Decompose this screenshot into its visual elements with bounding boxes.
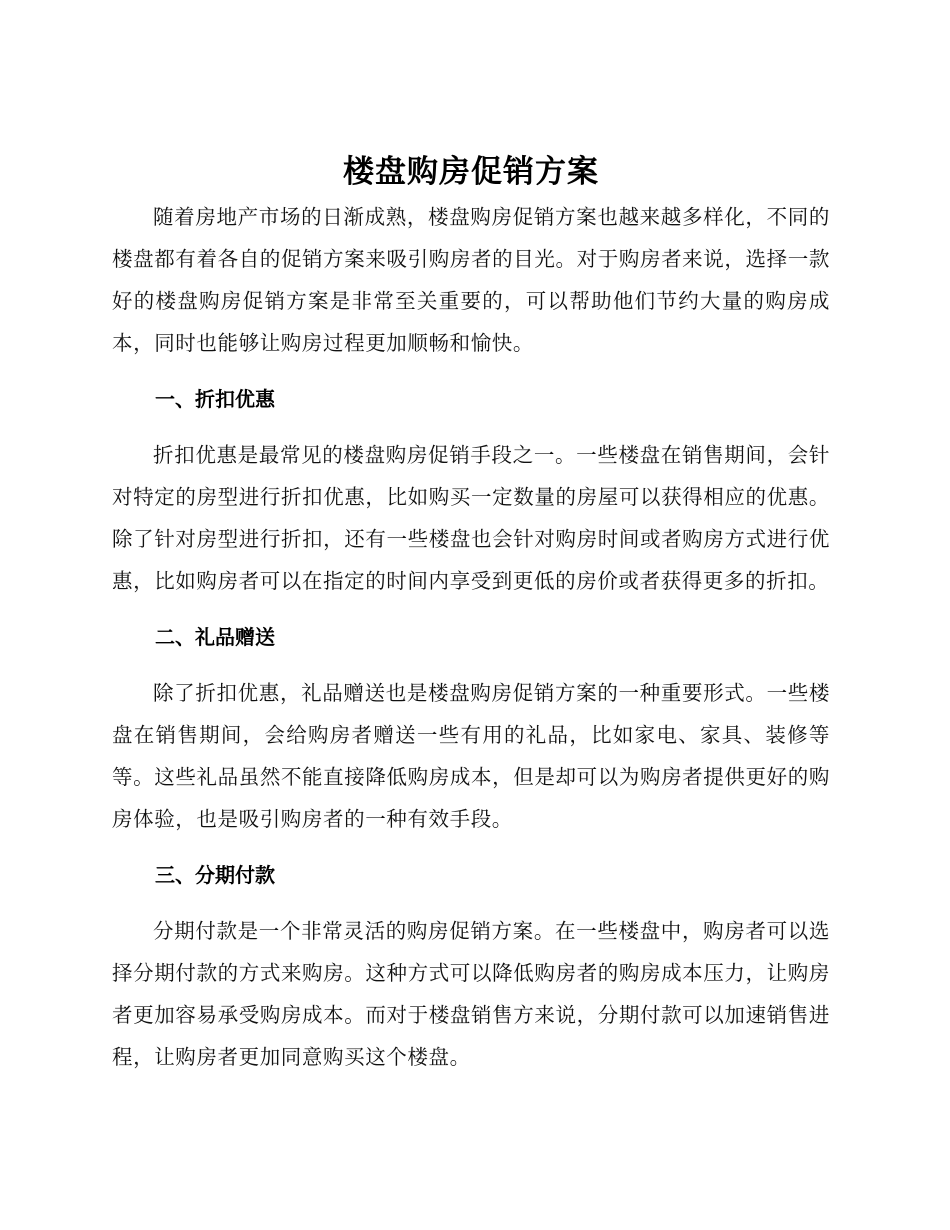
section-heading-installment: 三、分期付款 [155, 863, 275, 887]
document-title: 楼盘购房促销方案 [343, 154, 599, 190]
intro-paragraph: 随着房地产市场的日渐成熟，楼盘购房促销方案也越来越多样化，不同的楼盘都有着各自的促销方案来吸引购房者的目光。对于购房者来说，选择一款好的楼盘购房促销方案是非常至关重要的，可以帮助他们节约大量的购房成本，同时也能够让购房过程更加顺畅和愉快。 [112, 205, 830, 355]
section-heading-discount: 一、折扣优惠 [155, 387, 275, 411]
section-heading-gifts: 二、礼品赠送 [155, 625, 275, 649]
section-body-installment: 分期付款是一个非常灵活的购房促销方案。在一些楼盘中，购房者可以选择分期付款的方式来购房。这种方式可以降低购房者的购房成本压力，让购房者更加容易承受购房成本。而对于楼盘销售方来说，分期付款可以加速销售进程，让购房者更加同意购买这个楼盘。 [112, 919, 830, 1069]
section-body-gifts: 除了折扣优惠，礼品赠送也是楼盘购房促销方案的一种重要形式。一些楼盘在销售期间，会给购房者赠送一些有用的礼品，比如家电、家具、装修等等。这些礼品虽然不能直接降低购房成本，但是却可以为购房者提供更好的购房体验，也是吸引购房者的一种有效手段。 [112, 681, 830, 831]
document-page [112, 148, 830, 1078]
section-body-discount: 折扣优惠是最常见的楼盘购房促销手段之一。一些楼盘在销售期间，会针对特定的房型进行折扣优惠，比如购买一定数量的房屋可以获得相应的优惠。除了针对房型进行折扣，还有一些楼盘也会针对购房时间或者购房方式进行优惠，比如购房者可以在指定的时间内享受到更低的房价或者获得更多的折扣。 [112, 443, 830, 593]
